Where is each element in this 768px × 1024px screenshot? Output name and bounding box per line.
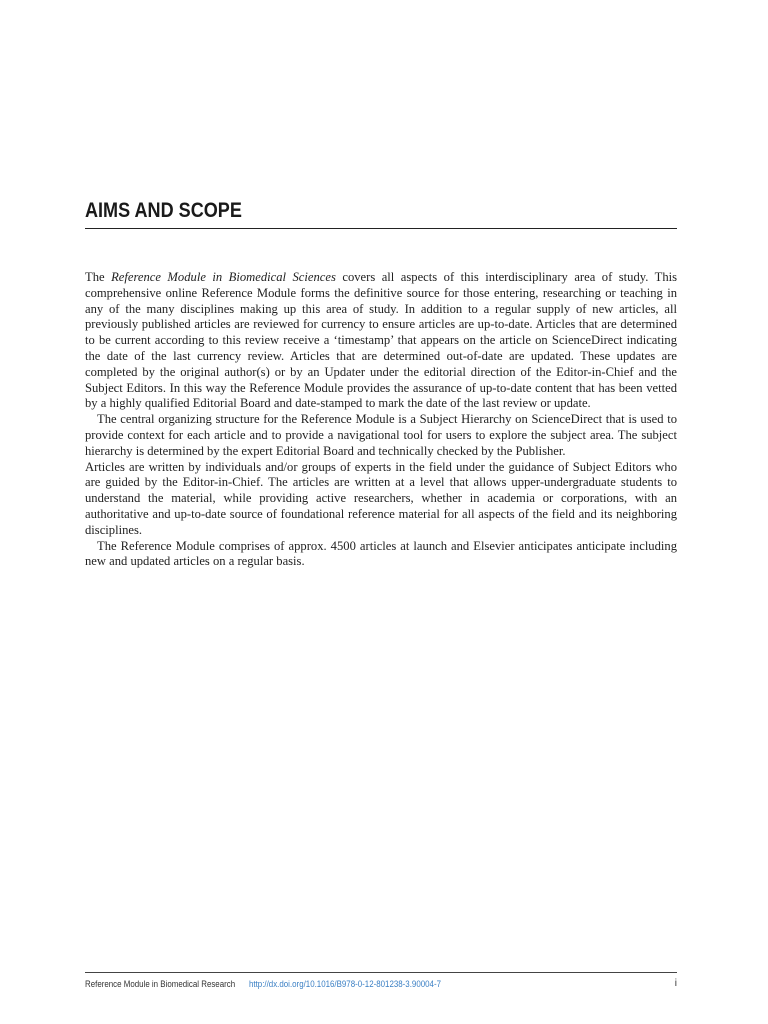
paragraph-1-rest: covers all aspects of this interdisciplinary area of study. This comprehensive online Reference Module forms the definitive source for those entering, researching or teaching in any of the many disciplines making up this area of study. In addition to a regular supply of new articles, all previously published articles are reviewed for currency to ensure articles are up-to-date. Articles that are determined to be current according to this review receive a ‘timestamp’ that appears on the article on ScienceDirect indicating the date of the last currency review. Articles that are determined out-of-date are updated. These updates are completed by the original author(s) or by an Updater under the editorial direction of the Editor-in-Chief and the Subject Editors. In this way the Reference Module provides the assurance of up-to-date content that has been vetted by a highly qualified Editorial Board and date-stamped to mark the date of the last review or update. (85, 270, 678, 411)
body-text (85, 270, 677, 570)
paragraph-2: The central organizing structure for the Reference Module is a Subject Hierarchy on ScienceDirect that is used to provide context for each article and to provide a navigational tool for users to explore the subject area. The subject hierarchy is determined by the expert Editorial Board and technically checked by the Publisher. (85, 412, 677, 458)
page-footer (85, 978, 677, 992)
page-title: AIMS AND SCOPE (85, 199, 242, 222)
title-divider (85, 228, 677, 229)
paragraph-1 (85, 270, 677, 412)
module-title: Reference Module in Biomedical Sciences (111, 270, 336, 284)
paragraph-1-lead: The (85, 270, 112, 284)
doi-link[interactable]: http://dx.doi.org/10.1016/B978-0-12-801238-3.90004-7 (249, 979, 441, 989)
paragraph-3: Articles are written by individuals and/or groups of experts in the field under the guidance of Subject Editors who are guided by the Editor-in-Chief. The articles are written at a level that allows upper-undergraduate students to understand the material, while providing active researchers, whether in academia or corporations, with an authoritative and up-to-date source of foundational reference material for all aspects of the field and its neighboring disciplines. (85, 459, 677, 537)
footer-publication-title: Reference Module in Biomedical Research (85, 979, 236, 989)
footer-divider (85, 972, 677, 973)
page-number: i (674, 978, 677, 989)
paragraph-4: The Reference Module comprises of approx. 4500 articles at launch and Elsevier anticipates anticipate including new and updated articles on a regular basis. (85, 538, 677, 569)
